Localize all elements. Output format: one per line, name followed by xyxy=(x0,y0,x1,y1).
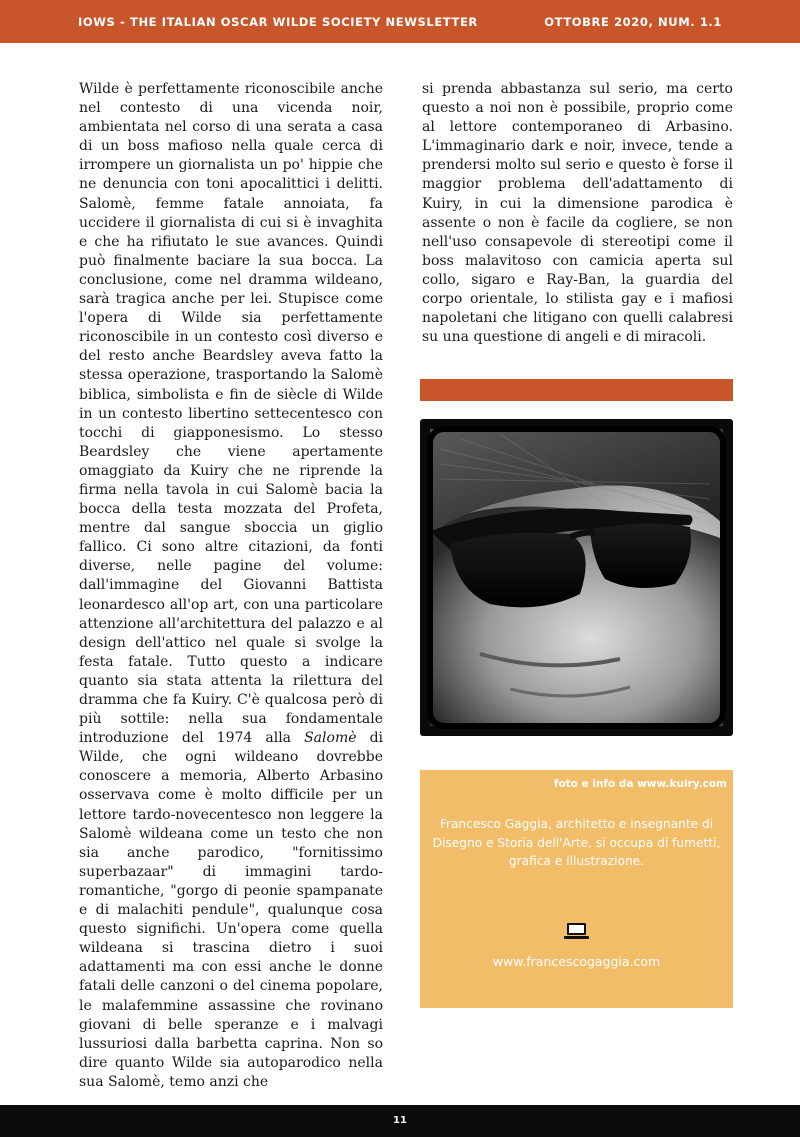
author-info-box xyxy=(420,770,733,1008)
article-text-right: si prenda abbastanza sul serio, ma certo questo a noi non è possibile, proprio come al lettore contemporaneo di Arbasino. L'immaginario dark e noir, invece, tende a prendersi molto sul serio e questo è forse il maggior problema dell'adattamento di Kuiry, in cui la dimensione parodica è assente o non è facile da cogliere, se non nell'uso consapevole di stereotipi come il boss malavitoso con camicia aperta sul collo, sigaro e Ray-Ban, la guardia del corpo orientale, lo stilista gay e i mafiosi napoletani che litigano con quelli calabresi su una questione di angeli e di miracoli. xyxy=(422,81,733,346)
article-column-right xyxy=(422,80,733,347)
website-link[interactable]: www.francescogaggia.com xyxy=(492,954,661,969)
article-text-left xyxy=(79,80,383,1092)
footer-bar xyxy=(0,1105,800,1137)
author-bio: Francesco Gaggia, architetto e insegnante di Disegno e Storia dell'Arte, si occupa di fumetti, grafica e illustrazione. xyxy=(432,817,721,868)
issue-date: OTTOBRE 2020, NUM. 1.1 xyxy=(544,15,722,29)
newsletter-title: IOWS - THE ITALIAN OSCAR WILDE SOCIETY NEWSLETTER xyxy=(78,15,478,29)
page-number: 11 xyxy=(393,1115,407,1126)
laptop-icon xyxy=(564,922,589,940)
article-text-left-part2: di Wilde, che ogni wildeano dovrebbe conoscere a memoria, Alberto Arbasino osservava come è molto difficile per un lettore tardo-novecentesco non leggere la Salomè wildeana come un testo che non sia anche parodico, "fornitissimo superbazaar" di immagini tardo-romantiche, "gorgo di peonie spampanate e di malachiti pendule", qualunque cosa questo significhi. Un'opera come quella wildeana si trascina dietro i suoi adattamenti ma con essi anche le donne fatali delle canzoni o del cinema popolare, le malafemmine assassine che rovinano giovani di belle speranze e i malvagi lussuriosi dalla barbetta caprina. Non so dire quanto Wilde sia autoparodico nella sua Salomè, temo anzi che xyxy=(79,730,384,1090)
author-photo xyxy=(420,419,733,736)
header-bar xyxy=(0,0,800,43)
photo-credit: foto e info da www.kuiry.com xyxy=(553,778,727,790)
article-title-italic: Salomè xyxy=(304,730,357,747)
accent-strip xyxy=(420,379,733,401)
article-column-left xyxy=(79,80,383,1092)
article-text-left-part1: Wilde è perfettamente riconoscibile anche nel contesto di una vicenda noir, ambientata nel corso di una serata a casa di un boss mafioso nella quale cerca di irrompere un giornalista un po' hippie che ne denuncia con toni apocalittici i delitti. Salomè, femme fatale annoiata, fa uccidere il giornalista di cui si è invaghita e che ha rifiutato le sue avances. Quindi può finalmente baciare la sua bocca. La conclusione, come nel dramma wildeano, sarà tragica anche per lei. Stupisce come l'opera di Wilde sia perfettamente riconoscibile in un contesto così diverso e del resto anche Beardsley aveva fatto la stessa operazione, trasportando la Salomè biblica, simbolista e fin de siècle di Wilde in un contesto libertino settecentesco con tocchi di giapponesismo. Lo stesso Beardsley che viene apertamente omaggiato da Kuiry che ne riprende la firma nella tavola in cui Salomè bacia la bocca della testa mozzata del Profeta, mentre dal sangue sboccia un giglio fallico. Ci sono altre citazioni, da fonti diverse, nelle pagine del volume: dall'immagine del Giovanni Battista leonardesco all'op art, con una particolare attenzione all'architettura del palazzo e al design dell'attico nel quale si svolge la festa fatale. Tutto questo a indicare quanto sia stata attenta la rilettura del dramma che fa Kuiry. C'è qualcosa però di più sottile: nella sua fondamentale introduzione del 1974 alla xyxy=(79,81,383,747)
